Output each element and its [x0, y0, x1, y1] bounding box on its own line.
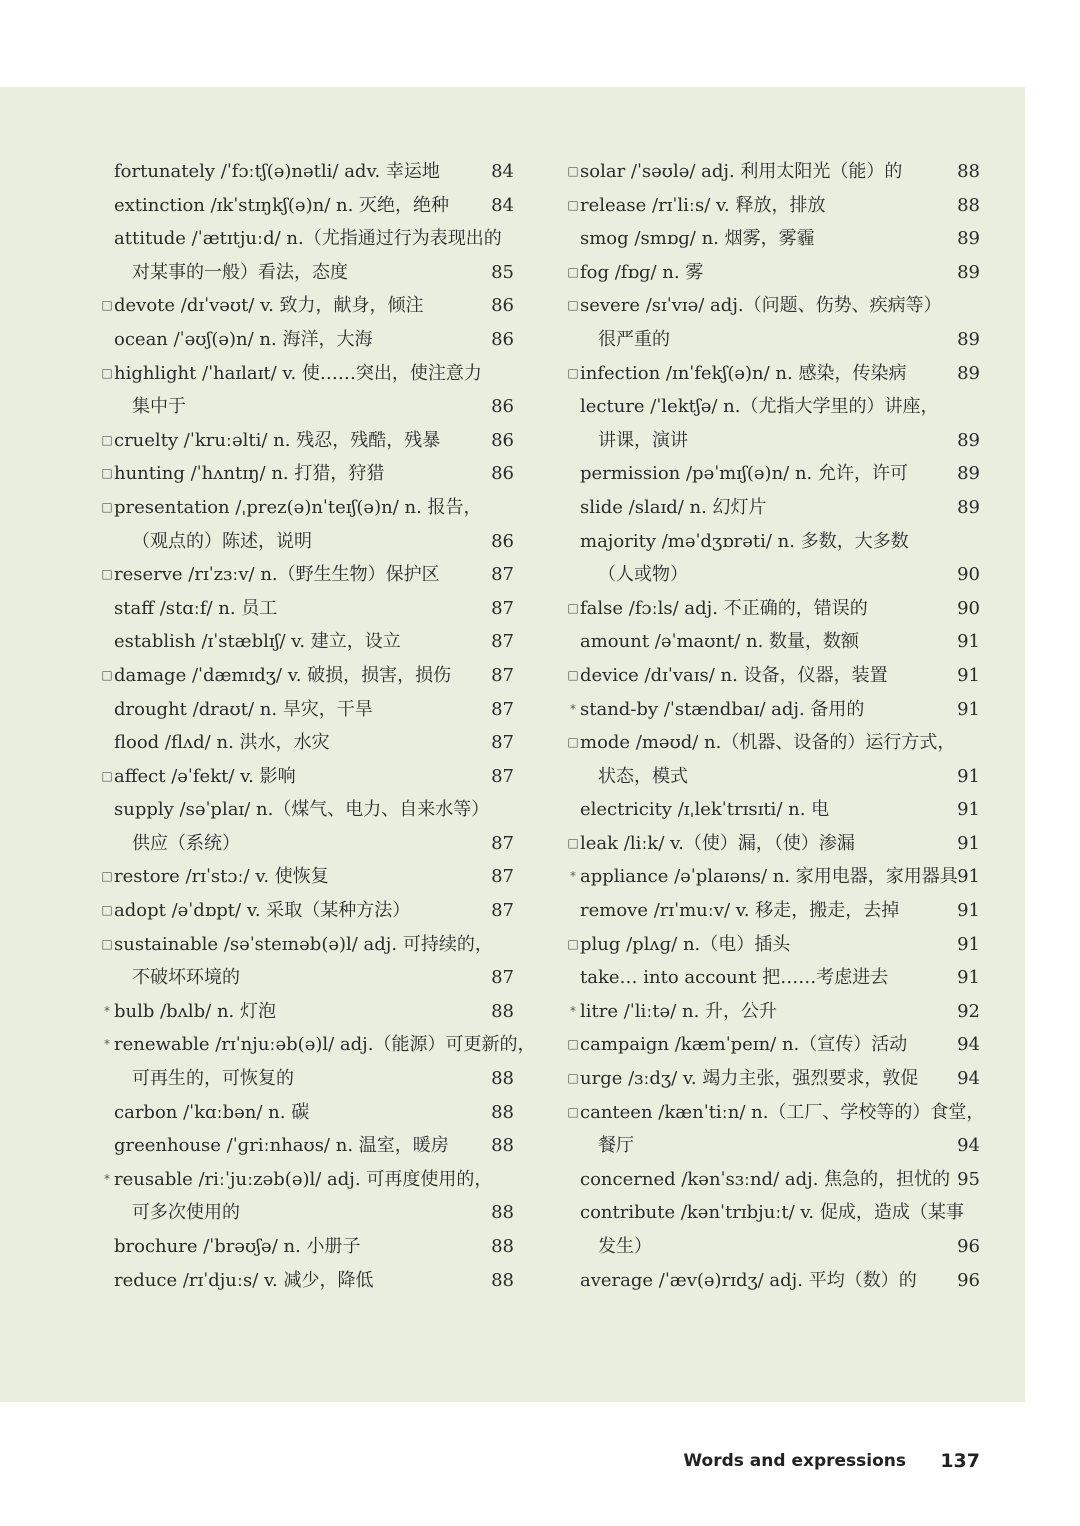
entry-text: device /dɪˈvaɪs/ n. 设备，仪器，装置 [580, 664, 888, 686]
entry-page-number: 88 [491, 1135, 514, 1157]
entry-page-number: 87 [491, 765, 514, 787]
entry-text: 餐厅 [598, 1135, 634, 1157]
entry-text: reduce /rɪˈdjuːs/ v. 减少，降低 [114, 1269, 374, 1291]
square-mark-icon: □ [567, 264, 579, 279]
entry-page-number: 87 [491, 732, 514, 754]
glossary-entry [100, 995, 514, 1029]
entry-page-number: 87 [491, 967, 514, 989]
entry-text: 不破坏环境的 [132, 967, 240, 989]
entry-text: presentation /ˌprez(ə)nˈteɪʃ(ə)n/ n. 报告， [114, 496, 482, 518]
entry-text: amount /əˈmaʊnt/ n. 数量，数额 [580, 631, 860, 653]
entry-page-number: 94 [957, 1068, 980, 1090]
square-mark-icon: □ [101, 298, 113, 313]
entry-page-number: 87 [491, 631, 514, 653]
entry-continuation [100, 961, 514, 995]
entry-text: reusable /riːˈjuːzəb(ə)l/ adj. 可再度使用的， [114, 1168, 493, 1190]
glossary-entry [100, 222, 514, 256]
glossary-entry [100, 558, 514, 592]
entry-text: campaign /kæmˈpeɪn/ n.（宣传）活动 [580, 1034, 908, 1056]
entry-page-number: 87 [491, 866, 514, 888]
square-mark-icon: □ [567, 298, 579, 313]
entry-page-number: 88 [491, 1202, 514, 1224]
square-mark-icon: □ [567, 1071, 579, 1086]
entry-text: lecture /ˈlektʃə/ n.（尤指大学里的）讲座， [580, 396, 939, 418]
asterisk-mark-icon: * [570, 701, 576, 716]
entry-continuation [566, 760, 980, 794]
entry-text: slide /slaɪd/ n. 幻灯片 [580, 496, 767, 518]
glossary-entry [100, 1264, 514, 1298]
entry-page-number: 87 [491, 832, 514, 854]
entry-page-number: 86 [491, 463, 514, 485]
entry-page-number: 94 [957, 1135, 980, 1157]
entry-text: attitude /ˈætɪtjuːd/ n.（尤指通过行为表现出的 [114, 228, 502, 250]
square-mark-icon: □ [567, 197, 579, 212]
glossary-entry [566, 827, 980, 861]
glossary-entry [566, 1096, 985, 1130]
entry-page-number: 89 [957, 496, 980, 518]
entry-text: flood /flʌd/ n. 洪水，水灾 [114, 732, 330, 754]
entry-page-number: 91 [957, 631, 980, 653]
entry-page-number: 89 [957, 362, 980, 384]
entry-page-number: 89 [957, 429, 980, 451]
square-mark-icon: □ [101, 466, 113, 481]
glossary-entry [100, 424, 514, 458]
entry-page-number: 88 [957, 161, 980, 182]
entry-text: supply /səˈplaɪ/ n.（煤气、电力、自来水等） [114, 799, 490, 821]
entry-page-number: 90 [957, 597, 980, 619]
entry-text: appliance /əˈplaɪəns/ n. 家用电器，家用器具 [580, 866, 958, 888]
glossary-entry [100, 491, 514, 525]
entry-text: smog /smɒɡ/ n. 烟雾，雾霾 [580, 228, 815, 250]
entry-continuation [566, 558, 980, 592]
entry-text: devote /dɪˈvəʊt/ v. 致力，献身，倾注 [114, 295, 424, 317]
entry-text: permission /pəˈmɪʃ(ə)n/ n. 允许，许可 [580, 463, 908, 485]
entry-text: damage /ˈdæmɪdʒ/ v. 破损，损害，损伤 [114, 664, 452, 686]
entry-page-number: 95 [957, 1168, 980, 1190]
square-mark-icon: □ [101, 567, 113, 582]
glossary-entry [566, 491, 980, 525]
entry-page-number: 89 [957, 228, 980, 250]
entry-page-number: 86 [491, 429, 514, 451]
square-mark-icon: □ [567, 667, 579, 682]
footer-section-title: Words and expressions [683, 1451, 906, 1471]
glossary-entry [100, 289, 514, 323]
entry-text: canteen /kænˈtiːn/ n.（工厂、学校等的）食堂， [580, 1101, 985, 1123]
entry-text: fortunately /ˈfɔːtʃ(ə)nətli/ adv. 幸运地 [114, 161, 440, 182]
glossary-entry [566, 525, 980, 559]
square-mark-icon: □ [567, 164, 579, 178]
entry-page-number: 84 [491, 161, 514, 182]
square-mark-icon: □ [567, 600, 579, 615]
square-mark-icon: □ [567, 365, 579, 380]
entry-text: 供应（系统） [132, 832, 240, 854]
glossary-entry [100, 860, 514, 894]
entry-continuation [566, 1230, 980, 1264]
square-mark-icon: □ [567, 936, 579, 951]
entry-page-number: 91 [957, 866, 980, 888]
entry-page-number: 85 [491, 261, 514, 283]
asterisk-mark-icon: * [570, 869, 576, 884]
glossary-entry [100, 726, 514, 760]
glossary-entry [566, 693, 980, 727]
entry-text: affect /əˈfekt/ v. 影响 [114, 765, 296, 787]
glossary-left-column [100, 155, 536, 1297]
entry-page-number: 94 [957, 1034, 980, 1056]
square-mark-icon: □ [101, 869, 113, 884]
asterisk-mark-icon: * [104, 1171, 110, 1186]
entry-page-number: 91 [957, 933, 980, 955]
glossary-entry [100, 760, 514, 794]
glossary-entry [566, 961, 980, 995]
entry-page-number: 92 [957, 1000, 980, 1022]
entry-text: 可多次使用的 [132, 1202, 240, 1224]
entry-continuation [100, 525, 514, 559]
entry-text: ocean /ˈəʊʃ(ə)n/ n. 海洋，大海 [114, 328, 373, 350]
glossary-entry [566, 457, 980, 491]
glossary-entry [100, 1028, 536, 1062]
entry-text: leak /liːk/ v.（使）漏，（使）渗漏 [580, 832, 855, 854]
entry-text: infection /ɪnˈfekʃ(ə)n/ n. 感染，传染病 [580, 362, 907, 384]
entry-continuation [100, 827, 514, 861]
entry-page-number: 90 [957, 564, 980, 586]
glossary-entry [566, 1196, 980, 1230]
entry-continuation [100, 1062, 514, 1096]
entry-page-number: 91 [957, 832, 980, 854]
entry-continuation [566, 1129, 980, 1163]
entry-text: （观点的）陈述，说明 [132, 530, 312, 552]
glossary-entry [566, 256, 980, 290]
entry-page-number: 89 [957, 463, 980, 485]
entry-text: reserve /rɪˈzɜːv/ n.（野生生物）保护区 [114, 564, 440, 586]
entry-page-number: 87 [491, 900, 514, 922]
entry-page-number: 91 [957, 900, 980, 922]
entry-text: drought /draʊt/ n. 旱灾，干旱 [114, 698, 373, 720]
entry-page-number: 91 [957, 799, 980, 821]
entry-page-number: 87 [491, 664, 514, 686]
entry-text: restore /rɪˈstɔː/ v. 使恢复 [114, 866, 329, 888]
square-mark-icon: □ [567, 835, 579, 850]
glossary-entry [100, 1163, 514, 1197]
entry-page-number: 89 [957, 261, 980, 283]
entry-text: 对某事的一般）看法，态度 [132, 261, 348, 283]
square-mark-icon: □ [101, 768, 113, 783]
entry-text: establish /ɪˈstæblɪʃ/ v. 建立，设立 [114, 631, 401, 653]
glossary-entry [100, 189, 514, 223]
entry-text: majority /məˈdʒɒrəti/ n. 多数，大多数 [580, 530, 909, 552]
entry-text: contribute /kənˈtrɪbjuːt/ v. 促成，造成（某事 [580, 1202, 964, 1224]
glossary-entry [566, 1163, 980, 1197]
entry-text: take… into account 把……考虑进去 [580, 967, 889, 989]
glossary-entry [100, 323, 514, 357]
glossary-entry [566, 793, 980, 827]
entry-text: 讲课，演讲 [598, 429, 688, 451]
entry-continuation [100, 1196, 514, 1230]
entry-continuation [566, 323, 980, 357]
entry-text: remove /rɪˈmuːv/ v. 移走，搬走，去掉 [580, 900, 900, 922]
page-footer [0, 1446, 980, 1476]
glossary-entry [100, 1096, 514, 1130]
entry-text: false /fɔːls/ adj. 不正确的，错误的 [580, 597, 868, 619]
entry-text: 很严重的 [598, 328, 670, 350]
glossary-entry [100, 592, 514, 626]
entry-page-number: 88 [491, 1101, 514, 1123]
square-mark-icon: □ [101, 667, 113, 682]
glossary-right-column [566, 155, 985, 1297]
entry-text: carbon /ˈkɑːbən/ n. 碳 [114, 1101, 310, 1123]
glossary-entry [100, 894, 514, 928]
entry-page-number: 87 [491, 597, 514, 619]
glossary-entry [566, 357, 980, 391]
glossary-entry [566, 222, 980, 256]
entry-page-number: 88 [491, 1000, 514, 1022]
glossary-entry [566, 390, 980, 424]
entry-page-number: 91 [957, 967, 980, 989]
glossary-entry [100, 1230, 514, 1264]
entry-text: litre /ˈliːtə/ n. 升，公升 [580, 1000, 778, 1022]
square-mark-icon: □ [567, 735, 579, 750]
entry-page-number: 86 [491, 328, 514, 350]
glossary-entry [100, 1129, 514, 1163]
glossary-entry [100, 793, 514, 827]
entry-page-number: 91 [957, 765, 980, 787]
asterisk-mark-icon: * [104, 1037, 110, 1052]
entry-text: sustainable /səˈsteɪnəb(ə)l/ adj. 可持续的， [114, 933, 493, 955]
entry-text: 可再生的，可恢复的 [132, 1068, 294, 1090]
glossary-entry [566, 995, 980, 1029]
entry-page-number: 84 [491, 194, 514, 216]
glossary-entry [100, 928, 514, 962]
square-mark-icon: □ [101, 903, 113, 918]
entry-text: fog /fɒɡ/ n. 雾 [580, 261, 704, 283]
square-mark-icon: □ [101, 499, 113, 514]
entry-text: average /ˈæv(ə)rɪdʒ/ adj. 平均（数）的 [580, 1269, 917, 1291]
entry-text: plug /plʌɡ/ n.（电）插头 [580, 933, 791, 955]
entry-page-number: 88 [491, 1068, 514, 1090]
entry-page-number: 86 [491, 530, 514, 552]
entry-text: brochure /ˈbrəʊʃə/ n. 小册子 [114, 1236, 361, 1257]
entry-text: mode /məʊd/ n.（机器、设备的）运行方式， [580, 732, 956, 754]
entry-text: staff /stɑːf/ n. 员工 [114, 597, 278, 619]
glossary-entry [100, 457, 514, 491]
entry-page-number: 86 [491, 295, 514, 317]
glossary-entry [100, 155, 514, 189]
square-mark-icon: □ [567, 1037, 579, 1052]
entry-page-number: 88 [491, 1236, 514, 1257]
entry-page-number: 87 [491, 698, 514, 720]
asterisk-mark-icon: * [104, 1003, 110, 1018]
entry-text: hunting /ˈhʌntɪŋ/ n. 打猎，狩猎 [114, 463, 385, 485]
entry-text: 集中于 [132, 396, 186, 418]
entry-text: 状态，模式 [598, 765, 688, 787]
entry-page-number: 91 [957, 664, 980, 686]
entry-text: stand-by /ˈstændbaɪ/ adj. 备用的 [580, 698, 865, 720]
entry-text: extinction /ɪkˈstɪŋkʃ(ə)n/ n. 灭绝，绝种 [114, 194, 450, 216]
glossary-entry [566, 289, 980, 323]
entry-text: renewable /rɪˈnjuːəb(ə)l/ adj.（能源）可更新的， [114, 1034, 536, 1056]
entry-page-number: 96 [957, 1236, 980, 1257]
entry-text: adopt /əˈdɒpt/ v. 采取（某种方法） [114, 900, 411, 922]
asterisk-mark-icon: * [570, 1003, 576, 1018]
page-number: 137 [940, 1450, 980, 1472]
glossary-entry [100, 625, 514, 659]
glossary-entry [566, 726, 980, 760]
entry-text: concerned /kənˈsɜːnd/ adj. 焦急的，担忧的 [580, 1168, 951, 1190]
glossary-entry [566, 894, 980, 928]
entry-text: release /rɪˈliːs/ v. 释放，排放 [580, 194, 826, 216]
entry-page-number: 91 [957, 698, 980, 720]
glossary-entry [100, 693, 514, 727]
glossary-entry [566, 1062, 980, 1096]
glossary-entry [100, 357, 514, 391]
glossary-entry [566, 928, 980, 962]
entry-page-number: 88 [491, 1269, 514, 1291]
entry-text: electricity /ɪˌlekˈtrɪsɪti/ n. 电 [580, 799, 830, 821]
glossary-entry [566, 1264, 980, 1298]
entry-text: urge /ɜːdʒ/ v. 竭力主张，强烈要求，敦促 [580, 1068, 919, 1090]
square-mark-icon: □ [101, 936, 113, 951]
square-mark-icon: □ [567, 1104, 579, 1119]
entry-text: bulb /bʌlb/ n. 灯泡 [114, 1000, 276, 1022]
glossary-entry [566, 189, 980, 223]
glossary-entry [100, 659, 514, 693]
glossary-entry [566, 155, 980, 189]
glossary-entry [566, 592, 980, 626]
entry-text: severe /sɪˈvɪə/ adj.（问题、伤势、疾病等） [580, 295, 942, 317]
glossary-entry [566, 860, 980, 894]
glossary-entry [566, 625, 980, 659]
square-mark-icon: □ [101, 432, 113, 447]
square-mark-icon: □ [101, 365, 113, 380]
entry-text: 发生） [598, 1236, 652, 1257]
entry-text: solar /ˈsəʊlə/ adj. 利用太阳光（能）的 [580, 161, 903, 182]
entry-text: highlight /ˈhaɪlaɪt/ v. 使……突出，使注意力 [114, 362, 482, 384]
entry-continuation [100, 390, 514, 424]
entry-continuation [566, 424, 980, 458]
glossary-entry [566, 1028, 980, 1062]
entry-page-number: 89 [957, 328, 980, 350]
entry-text: cruelty /ˈkruːəlti/ n. 残忍，残酷，残暴 [114, 429, 441, 451]
entry-text: greenhouse /ˈɡriːnhaʊs/ n. 温室，暖房 [114, 1135, 449, 1157]
entry-continuation [100, 256, 514, 290]
entry-page-number: 87 [491, 564, 514, 586]
entry-page-number: 88 [957, 194, 980, 216]
entry-page-number: 86 [491, 396, 514, 418]
glossary-entry [566, 659, 980, 693]
entry-text: （人或物） [598, 564, 688, 586]
entry-page-number: 96 [957, 1269, 980, 1291]
